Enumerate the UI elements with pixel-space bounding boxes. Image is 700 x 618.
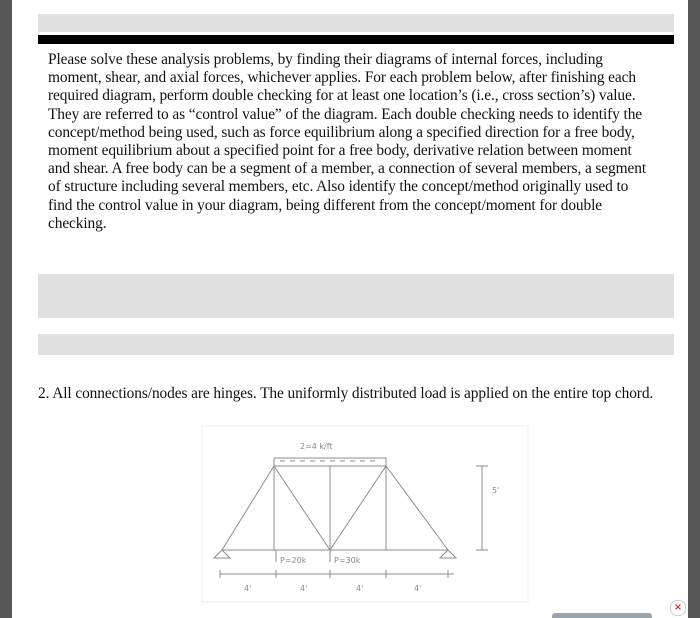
load-label: 2=4 k/ft bbox=[300, 442, 333, 451]
height-label: 5' bbox=[492, 486, 500, 495]
dim-label-2: 4' bbox=[300, 584, 308, 593]
gray-block-2 bbox=[38, 334, 674, 355]
header-gray-bar bbox=[38, 14, 674, 32]
intro-paragraph: Please solve these analysis problems, by finding their diagrams of internal forces, including moment, shear, and axial forces, whichever applies. For each problem below, after finishing each required diagram, perform double checking for at least one location’s (i.e., cross section’s) value. They are referred to as “control value” of the diagram. Each double checking needs to identify the concept/method being used, such as force equilibrium along a specified direction for a free body, moment equilibrium about a specified point for a free body, derivative relation between moment and shear. A free body can be a segment of a member, a connection of several members, a segment of structure including several members, etc. Also identify the concept/method originally used to find the control value in your diagram, being different from the concept/moment for double checking. bbox=[48, 51, 647, 232]
close-icon[interactable]: × bbox=[670, 600, 686, 616]
point-load-label-1: P=20k bbox=[280, 556, 307, 565]
dim-label-4: 4' bbox=[414, 584, 422, 593]
dim-label-3: 4' bbox=[356, 584, 364, 593]
popup-edge bbox=[552, 613, 652, 618]
document-page bbox=[12, 0, 688, 618]
gray-block-1 bbox=[38, 274, 674, 318]
dim-label-1: 4' bbox=[244, 584, 252, 593]
point-load-label-2: P=30k bbox=[334, 556, 361, 565]
truss-sketch bbox=[200, 424, 530, 604]
truss-drawing bbox=[200, 424, 530, 604]
problem-statement: 2. All connections/nodes are hinges. The uniformly distributed load is applied on the entire top chord. bbox=[38, 385, 654, 402]
header-black-rule bbox=[38, 35, 674, 44]
